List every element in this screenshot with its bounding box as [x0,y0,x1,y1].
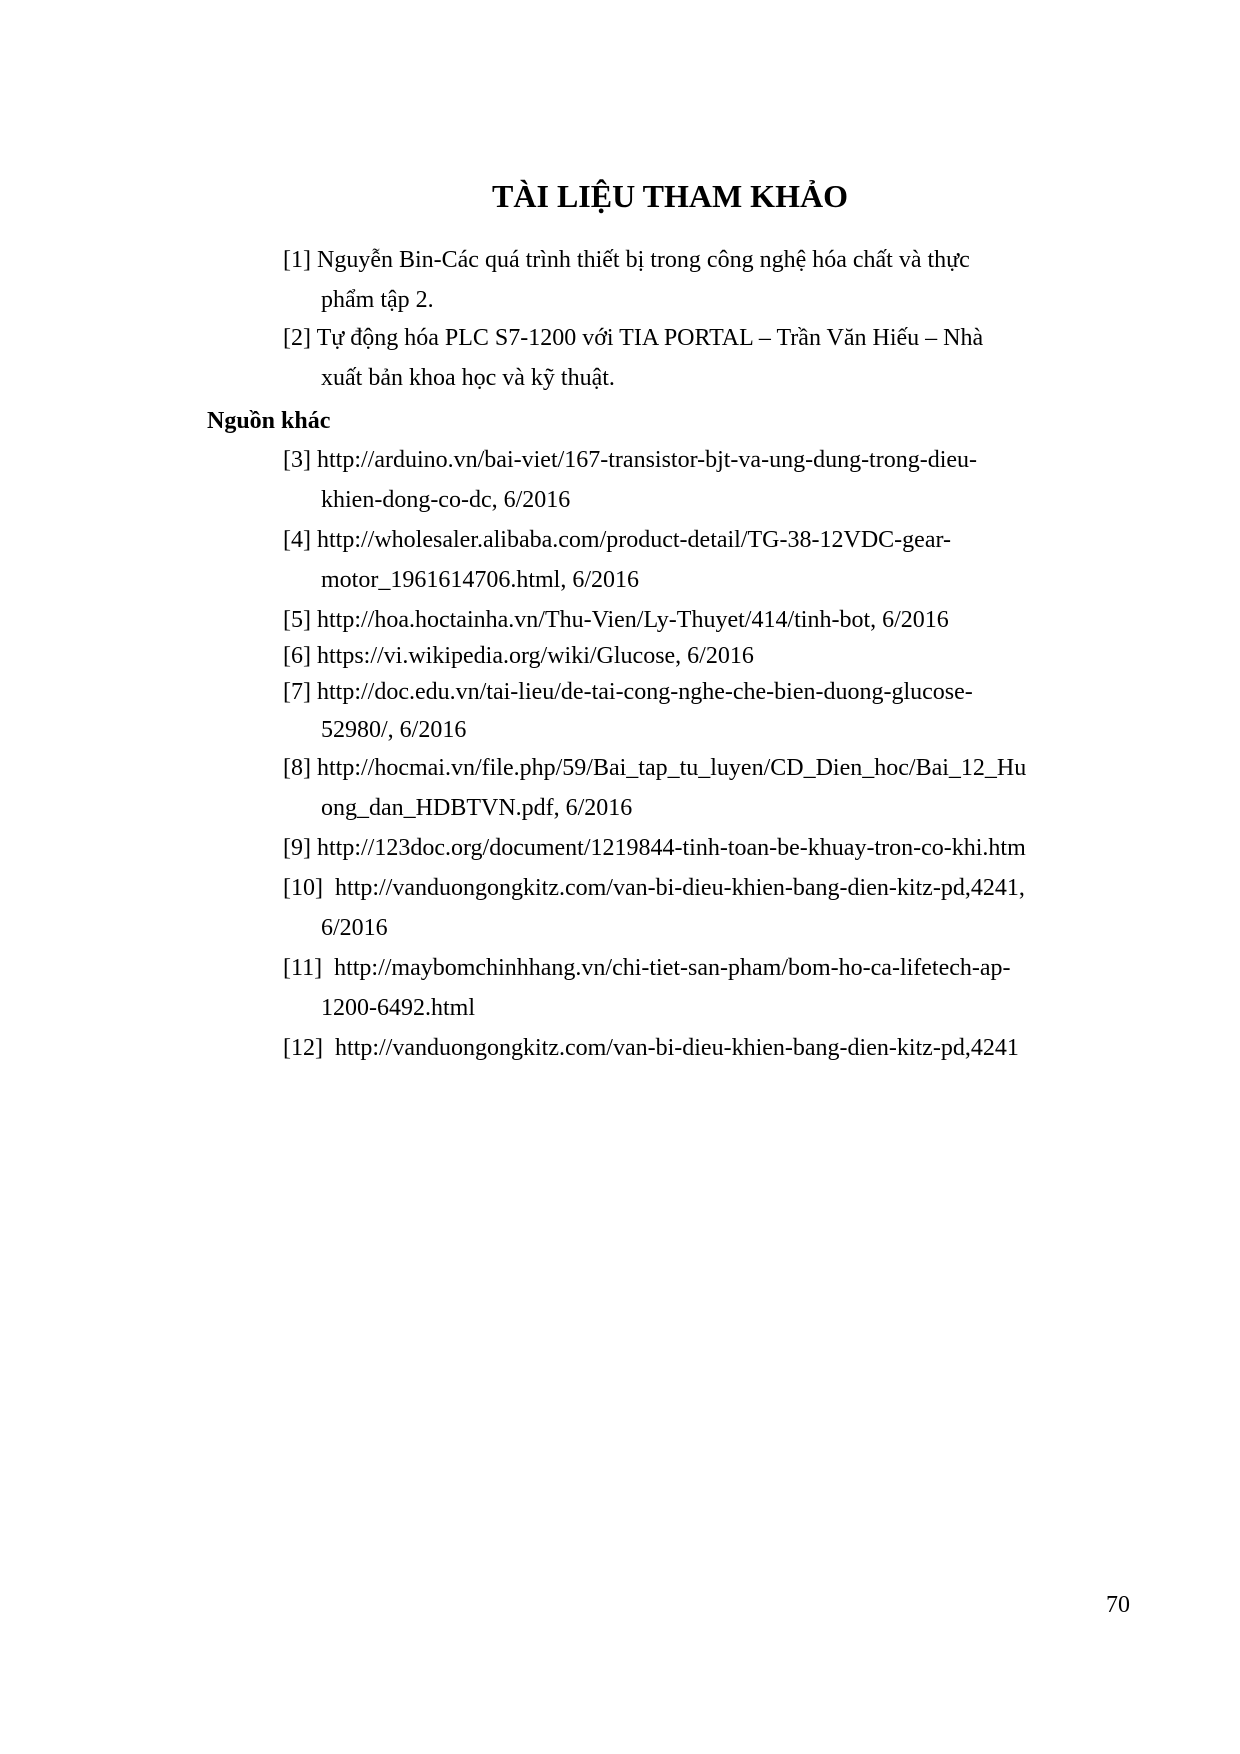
reference-number: [3] [283,447,311,473]
reference-text: Nguyễn Bin-Các quá trình thiết bị trong công nghệ hóa chất và thực [316,247,970,273]
reference-text-continued[interactable]: 6/2016 [321,915,388,941]
reference-link[interactable]: http://doc.edu.vn/tai-lieu/de-tai-cong-nghe-che-bien-duong-glucose- [316,679,973,705]
reference-link[interactable]: http://maybomchinhhang.vn/chi-tiet-san-pham/bom-ho-ca-lifetech-ap- [334,955,1011,981]
reference-link[interactable]: http://hocmai.vn/file.php/59/Bai_tap_tu_luyen/CD_Dien_hoc/Bai_12_Hu [316,755,1027,781]
reference-entry [283,318,1131,398]
page-title: TÀI LIỆU THAM KHẢO [492,178,848,214]
reference-link[interactable]: http://hoa.hoctainha.vn/Thu-Vien/Ly-Thuyet/414/tinh-bot, 6/2016 [316,607,949,633]
reference-entry [283,520,1131,600]
reference-entry [283,672,1131,748]
reference-entry [283,600,1131,640]
reference-link[interactable]: https://vi.wikipedia.org/wiki/Glucose, 6/2016 [316,643,754,669]
reference-link[interactable]: http://123doc.org/document/1219844-tinh-toan-be-khuay-tron-co-khi.htm [316,835,1026,861]
page-number: 70 [1106,1592,1130,1618]
reference-entry [283,1028,1131,1068]
reference-number: [2] [283,325,311,351]
reference-entry [283,636,1131,676]
reference-number: [5] [283,607,311,633]
reference-number: [9] [283,835,311,861]
reference-text-continued: phẩm tập 2. [321,287,434,313]
reference-entry [283,948,1131,1028]
reference-entry [283,748,1131,828]
reference-number: [12] [283,1035,323,1061]
reference-number: [1] [283,247,311,273]
reference-link[interactable]: http://vanduongongkitz.com/van-bi-dieu-khien-bang-dien-kitz-pd,4241, [334,875,1025,901]
reference-text-continued[interactable]: 52980/, 6/2016 [321,717,467,743]
reference-number: [6] [283,643,311,669]
reference-entry [283,240,1131,320]
reference-number: [8] [283,755,311,781]
reference-entry [283,828,1131,868]
reference-number: [7] [283,679,311,705]
reference-text-continued[interactable]: khien-dong-co-dc, 6/2016 [321,487,571,513]
reference-number: [4] [283,527,311,553]
reference-link[interactable]: http://arduino.vn/bai-viet/167-transistor-bjt-va-ung-dung-trong-dieu- [316,447,978,473]
reference-entry [283,868,1131,948]
reference-link[interactable]: http://wholesaler.alibaba.com/product-detail/TG-38-12VDC-gear- [316,527,951,553]
reference-entry [283,440,1131,520]
reference-number: [11] [283,955,323,981]
section-heading: Nguồn khác [207,408,331,434]
reference-number: [10] [283,875,323,901]
reference-text-continued[interactable]: motor_1961614706.html, 6/2016 [321,567,639,593]
reference-text-continued[interactable]: ong_dan_HDBTVN.pdf, 6/2016 [321,795,633,821]
reference-link[interactable]: http://vanduongongkitz.com/van-bi-dieu-khien-bang-dien-kitz-pd,4241 [334,1035,1019,1061]
reference-text-continued[interactable]: 1200-6492.html [321,995,475,1021]
reference-text: Tự động hóa PLC S7-1200 với TIA PORTAL – Trần Văn Hiếu – Nhà [316,325,984,351]
reference-text-continued: xuất bản khoa học và kỹ thuật. [321,365,615,391]
